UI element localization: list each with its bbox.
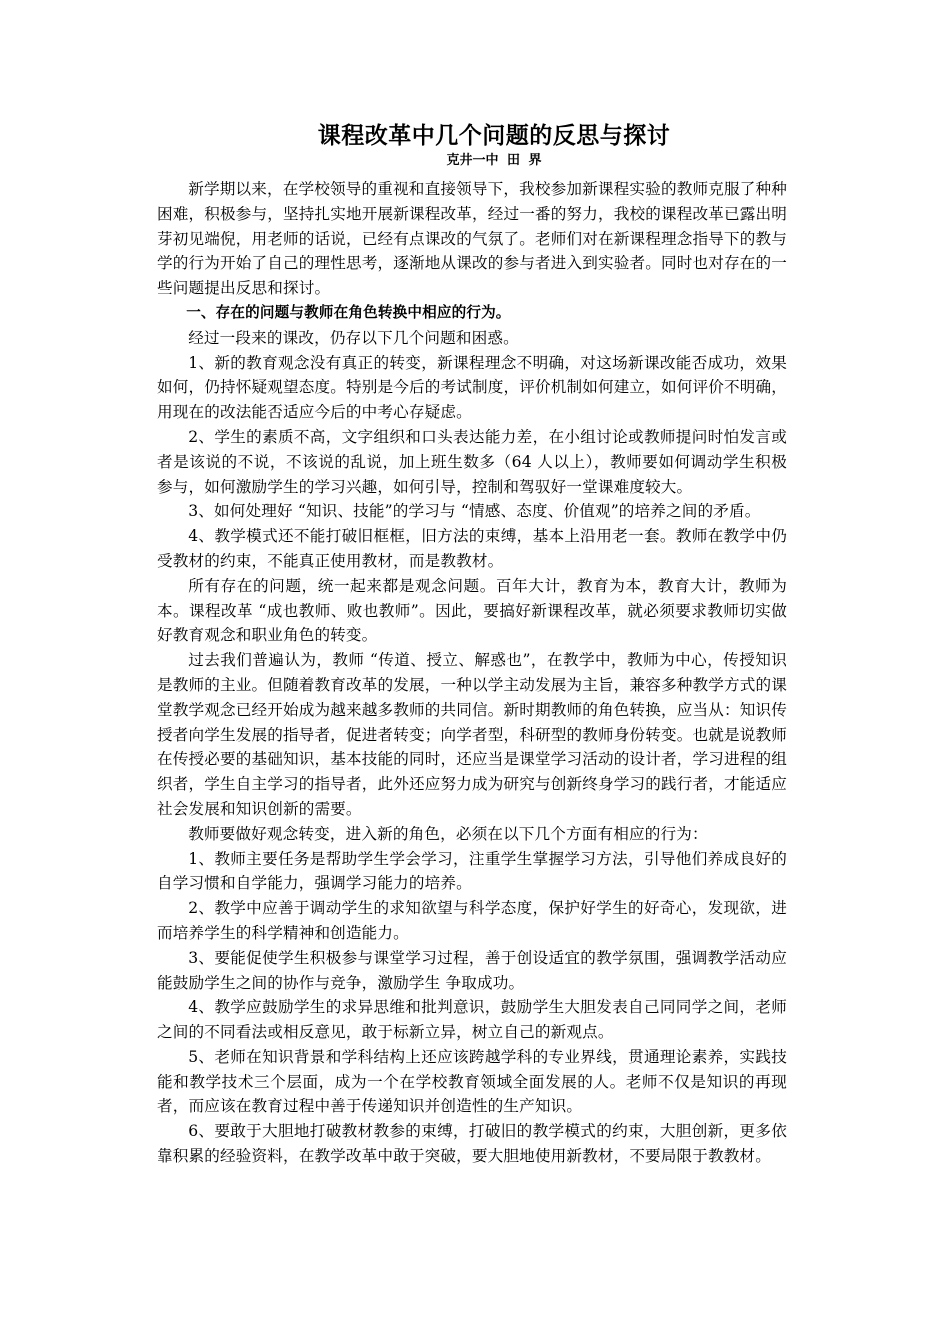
list-item-problem-2: 2、学生的素质不高，文字组织和口头表达能力差，在小组讨论或教师提问时怕发言或者是该说的不说，不该说的乱说，加上班生数多（64 人以上），教师要如何调动学生积极参与，如何激励学生的学习兴趣，如何引导，控制和驾驭好一堂课难度较大。	[157, 427, 787, 496]
document-body	[157, 177, 787, 1169]
paragraph: 所有存在的问题，统一起来都是观念问题。百年大计，教育为本，教育大计，教师为本。课程改革 “成也教师、败也教师”。因此，要搞好新课程改革，就必须要求教师切实做好教育观念和职业角色的转变。	[157, 576, 787, 645]
list-item-behavior-1: 1、教师主要任务是帮助学生学会学习，注重学生掌握学习方法，引导他们养成良好的自学习惯和自学能力，强调学习能力的培养。	[157, 849, 787, 893]
list-item-problem-3: 3、如何处理好 “知识、技能”的学习与 “情感、态度、价值观”的培养之间的矛盾。	[188, 502, 761, 521]
list-item-behavior-4: 4、教学应鼓励学生的求异思维和批判意识，鼓励学生大胆发表自己同同学之间，老师之间的不同看法或相反意见，敢于标新立异，树立自己的新观点。	[157, 998, 787, 1042]
list-item-problem-1: 1、新的教育观念没有真正的转变，新课程理念不明确，对这场新课改能否成功，效果如何，仍持怀疑观望态度。特别是今后的考试制度，评价机制如何建立，如何评价不明确，用现在的改法能否适应今后的中考心存疑虑。	[157, 353, 787, 422]
paragraph: 经过一段来的课改，仍存以下几个问题和困惑。	[188, 328, 519, 347]
document-title: 课程改革中几个问题的反思与探讨	[317, 123, 671, 149]
paragraph: 过去我们普遍认为，教师 “传道、授立、解惑也”，在教学中，教师为中心，传授知识是教师的主业。但随着教育改革的发展，一种以学主动发展为主旨，兼容多种教学方式的课堂教学观念已经开始成为越来越多教师的共同信。新时期教师的角色转换，应当从：知识传授者向学生发展的指导者，促进者转变；向学者型，科研型的教师身份转变。也就是说教师在传授必要的基础知识，基本技能的同时，还应当是课堂学习活动的设计者，学习进程的组织者，学生自主学习的指导者，此外还应努力成为研究与创新终身学习的践行者，才能适应社会发展和知识创新的需要。	[157, 651, 787, 818]
paragraph-intro: 新学期以来，在学校领导的重视和直接领导下，我校参加新课程实验的教师克服了种种困难，积极参与，坚持扎实地开展新课程改革，经过一番的努力，我校的课程改革已露出明芽初见端倪，用老师的话说，已经有点课改的气氛了。老师们对在新课程理念指导下的教与学的行为开始了自己的理性思考，逐渐地从课改的参与者进入到实验者。同时也对存在的一些问题提出反思和探讨。	[157, 180, 787, 298]
document-author: 克井一中 田 界	[446, 153, 542, 168]
list-item-behavior-3: 3、要能促使学生积极参与课堂学习过程，善于创设适宜的教学氛围，强调教学活动应能鼓励学生之间的协作与竞争，激励学生 争取成功。	[157, 948, 787, 992]
list-item-behavior-2: 2、教学中应善于调动学生的求知欲望与科学态度，保护好学生的好奇心，发现欲，进而培养学生的科学精神和创造能力。	[157, 899, 787, 942]
list-item-behavior-6: 6、要敢于大胆地打破教材教参的束缚，打破旧的教学模式的约束，大胆创新，更多依靠积累的经验资料，在教学改革中敢于突破，要大胆地使用新教材，不要局限于教教材。	[157, 1122, 787, 1166]
list-item-problem-4: 4、教学模式还不能打破旧框框，旧方法的束缚，基本上沿用老一套。教师在教学中仍受教材的约束，不能真正使用教材，而是教教材。	[157, 527, 787, 570]
paragraph: 教师要做好观念转变，进入新的角色，必须在以下几个方面有相应的行为：	[188, 824, 708, 843]
list-item-behavior-5: 5、老师在知识背景和学科结构上还应该跨越学科的专业界线，贯通理论素养，实践技能和教学技术三个层面，成为一个在学校教育领域全面发展的人。老师不仅是知识的再现者，而应该在教育过程中善于传递知识并创造性的生产知识。	[157, 1047, 787, 1116]
section-heading: 一、存在的问题与教师在角色转换中相应的行为。	[186, 303, 511, 321]
